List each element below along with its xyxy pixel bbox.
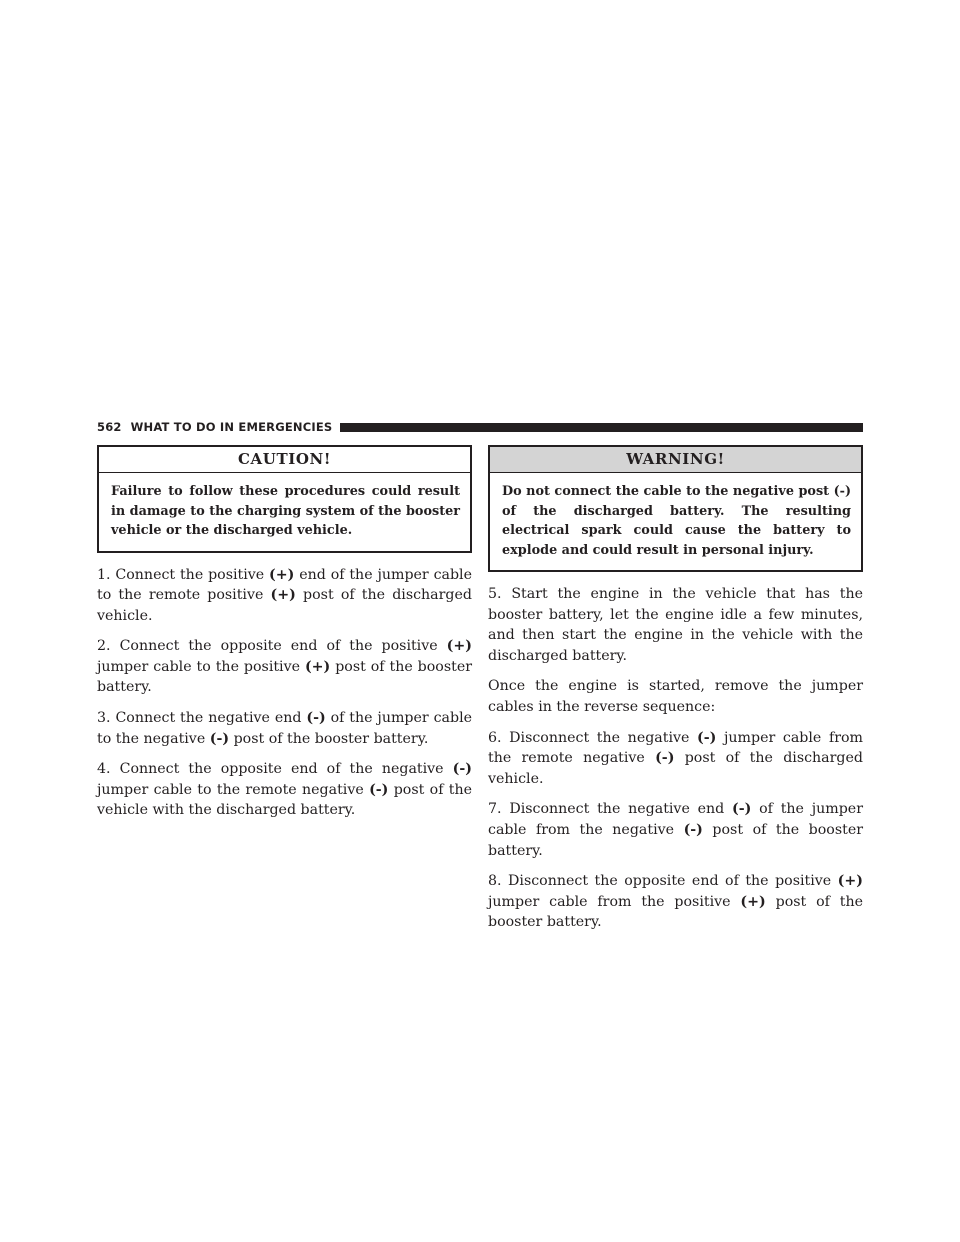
page-header bbox=[97, 419, 863, 435]
warning-title: WARNING! bbox=[490, 447, 861, 473]
polarity-symbol: (+) bbox=[740, 893, 766, 910]
polarity-symbol: (-) bbox=[369, 781, 389, 798]
step-2: 2. Connect the opposite end of the positive (+) jumper cable to the positive (+) post of the booster battery. bbox=[97, 638, 473, 696]
polarity-symbol: (-) bbox=[683, 821, 703, 838]
caution-text: Failure to follow these procedures could result in damage to the charging system of the booster vehicle or the discharged vehicle. bbox=[111, 484, 460, 538]
polarity-symbol: (-) bbox=[452, 761, 472, 778]
header-rule bbox=[340, 423, 863, 432]
step-7: 7. Disconnect the negative end (-) of the jumper cable from the negative (-) post of the booster battery. bbox=[488, 801, 863, 859]
caution-title: CAUTION! bbox=[99, 447, 470, 473]
removal-intro: Once the engine is started, remove the jumper cables in the reverse sequence: bbox=[488, 678, 863, 715]
polarity-symbol: (+) bbox=[270, 587, 296, 604]
polarity-symbol: (-) bbox=[655, 750, 675, 767]
step-8: 8. Disconnect the opposite end of the positive (+) jumper cable from the positive (+) post of the booster battery. bbox=[488, 873, 863, 931]
step-5: 5. Start the engine in the vehicle that has the booster battery, let the engine idle a few minutes, and then start the engine in the vehicle with the discharged battery. bbox=[488, 586, 863, 664]
page-number: 562 bbox=[97, 420, 122, 434]
caution-body bbox=[99, 473, 470, 551]
warning-box bbox=[488, 445, 863, 572]
polarity-symbol: (+) bbox=[269, 566, 295, 583]
polarity-symbol: (+) bbox=[446, 638, 472, 655]
polarity-symbol: (-) bbox=[306, 710, 326, 727]
polarity-symbol: (-) bbox=[697, 729, 717, 746]
warning-body bbox=[490, 473, 861, 570]
polarity-symbol: (+) bbox=[304, 658, 331, 675]
polarity-symbol: (-) bbox=[732, 801, 752, 818]
step-4: 4. Connect the opposite end of the negative (-) jumper cable to the remote negative (-) post of the vehicle with the discharged battery. bbox=[97, 761, 473, 819]
step-3: 3. Connect the negative end (-) of the jumper cable to the negative (-) post of the booster battery. bbox=[97, 710, 472, 747]
caution-box bbox=[97, 445, 472, 553]
left-column bbox=[97, 445, 472, 831]
polarity-symbol: (+) bbox=[837, 873, 863, 890]
right-column bbox=[488, 445, 863, 943]
warning-text: Do not connect the cable to the negative post (-) of the discharged battery. The resulting electrical spark could cause the battery to explode and could result in personal injury. bbox=[502, 484, 851, 558]
section-title: WHAT TO DO IN EMERGENCIES bbox=[130, 420, 333, 434]
step-1: 1. Connect the positive (+) end of the jumper cable to the remote positive (+) post of the discharged vehicle. bbox=[97, 566, 472, 624]
step-6: 6. Disconnect the negative (-) jumper cable from the remote negative (-) post of the discharged vehicle. bbox=[488, 729, 863, 787]
polarity-symbol: (-) bbox=[209, 730, 230, 747]
